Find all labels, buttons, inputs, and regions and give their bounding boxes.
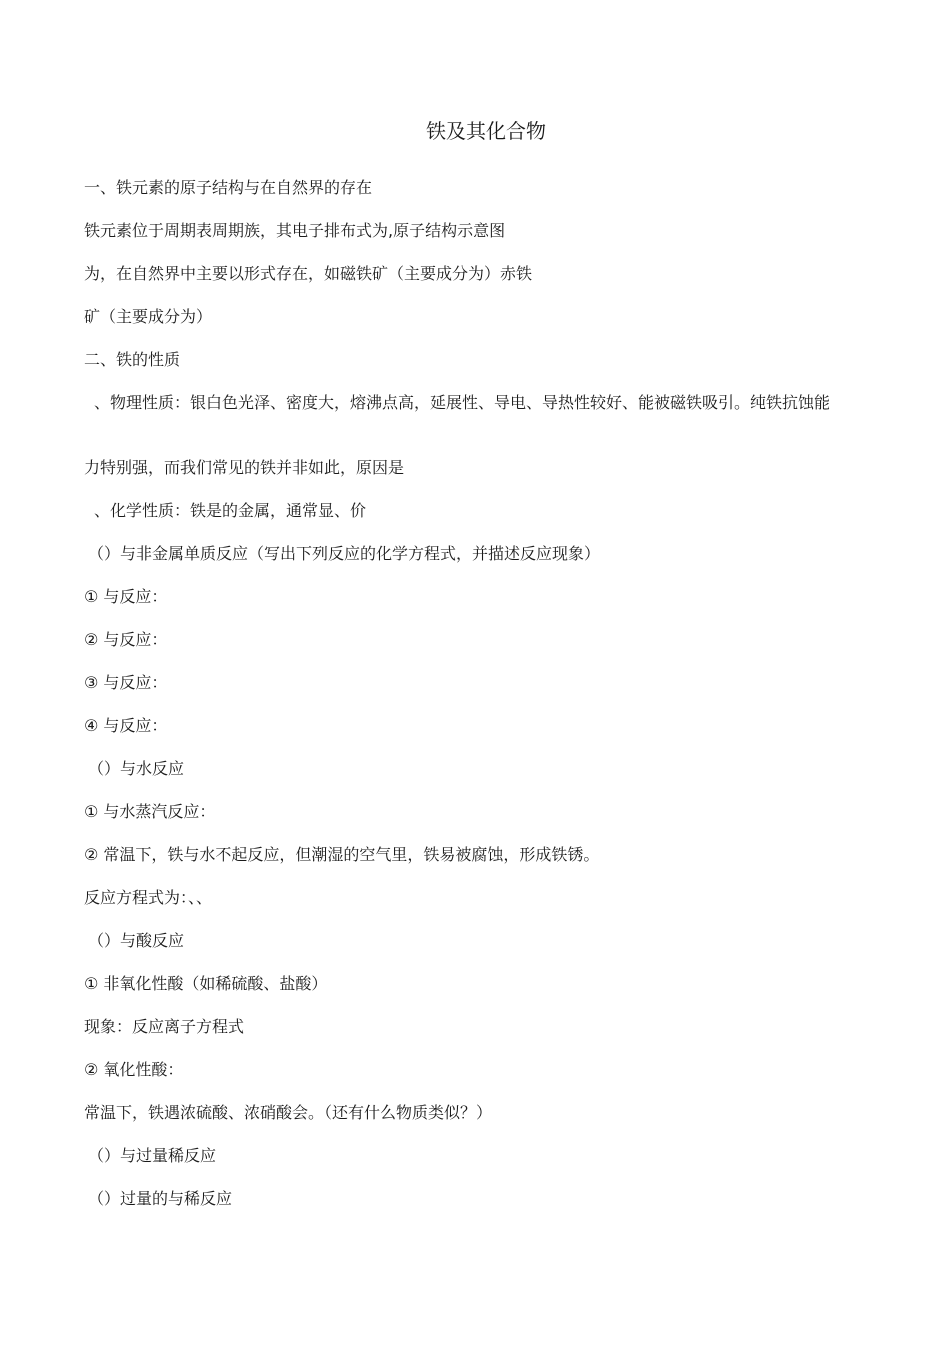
text-line-physical-properties: 、物理性质：银白色光泽、密度大，熔沸点高，延展性、导电、导热性较好、能被磁铁吸引。纯铁抗蚀能 <box>94 393 831 412</box>
text-line: 反应方程式为：、、 <box>84 888 213 907</box>
list-item: ② 常温下，铁与水不起反应，但潮湿的空气里，铁易被腐蚀，形成铁锈。 <box>84 845 600 864</box>
text-line: 为，在自然界中主要以形式存在，如磁铁矿（主要成分为）赤铁 <box>84 264 533 283</box>
text-line: 、化学性质：铁是的金属，通常显、价 <box>94 501 367 520</box>
text-line: 常温下，铁遇浓硫酸、浓硝酸会。（还有什么物质类似？） <box>84 1103 493 1122</box>
text-line: 现象：反应离子方程式 <box>84 1017 245 1036</box>
text-line: （）与过量稀反应 <box>88 1146 217 1165</box>
section-heading-1: 一、铁元素的原子结构与在自然界的存在 <box>84 178 373 197</box>
list-item: ① 与反应： <box>84 587 168 606</box>
text-line: 矿（主要成分为） <box>84 307 213 326</box>
list-item: ② 氧化性酸： <box>84 1060 184 1079</box>
text-line: （）与水反应 <box>88 759 185 778</box>
page-title: 铁及其化合物 <box>426 119 546 143</box>
text-line: （）过量的与稀反应 <box>88 1189 233 1208</box>
list-item: ④ 与反应： <box>84 716 168 735</box>
text-line: 铁元素位于周期表周期族，其电子排布式为,原子结构示意图 <box>84 221 506 240</box>
text-line: （）与酸反应 <box>88 931 185 950</box>
list-item: ② 与反应： <box>84 630 168 649</box>
section-heading-2: 二、铁的性质 <box>84 350 181 369</box>
text-line: （）与非金属单质反应（写出下列反应的化学方程式，并描述反应现象） <box>88 544 601 563</box>
list-item: ① 非氧化性酸（如稀硫酸、盐酸） <box>84 974 328 993</box>
text-line: 力特别强，而我们常见的铁并非如此，原因是 <box>84 458 405 477</box>
list-item: ③ 与反应： <box>84 673 168 692</box>
list-item: ① 与水蒸汽反应： <box>84 802 216 821</box>
